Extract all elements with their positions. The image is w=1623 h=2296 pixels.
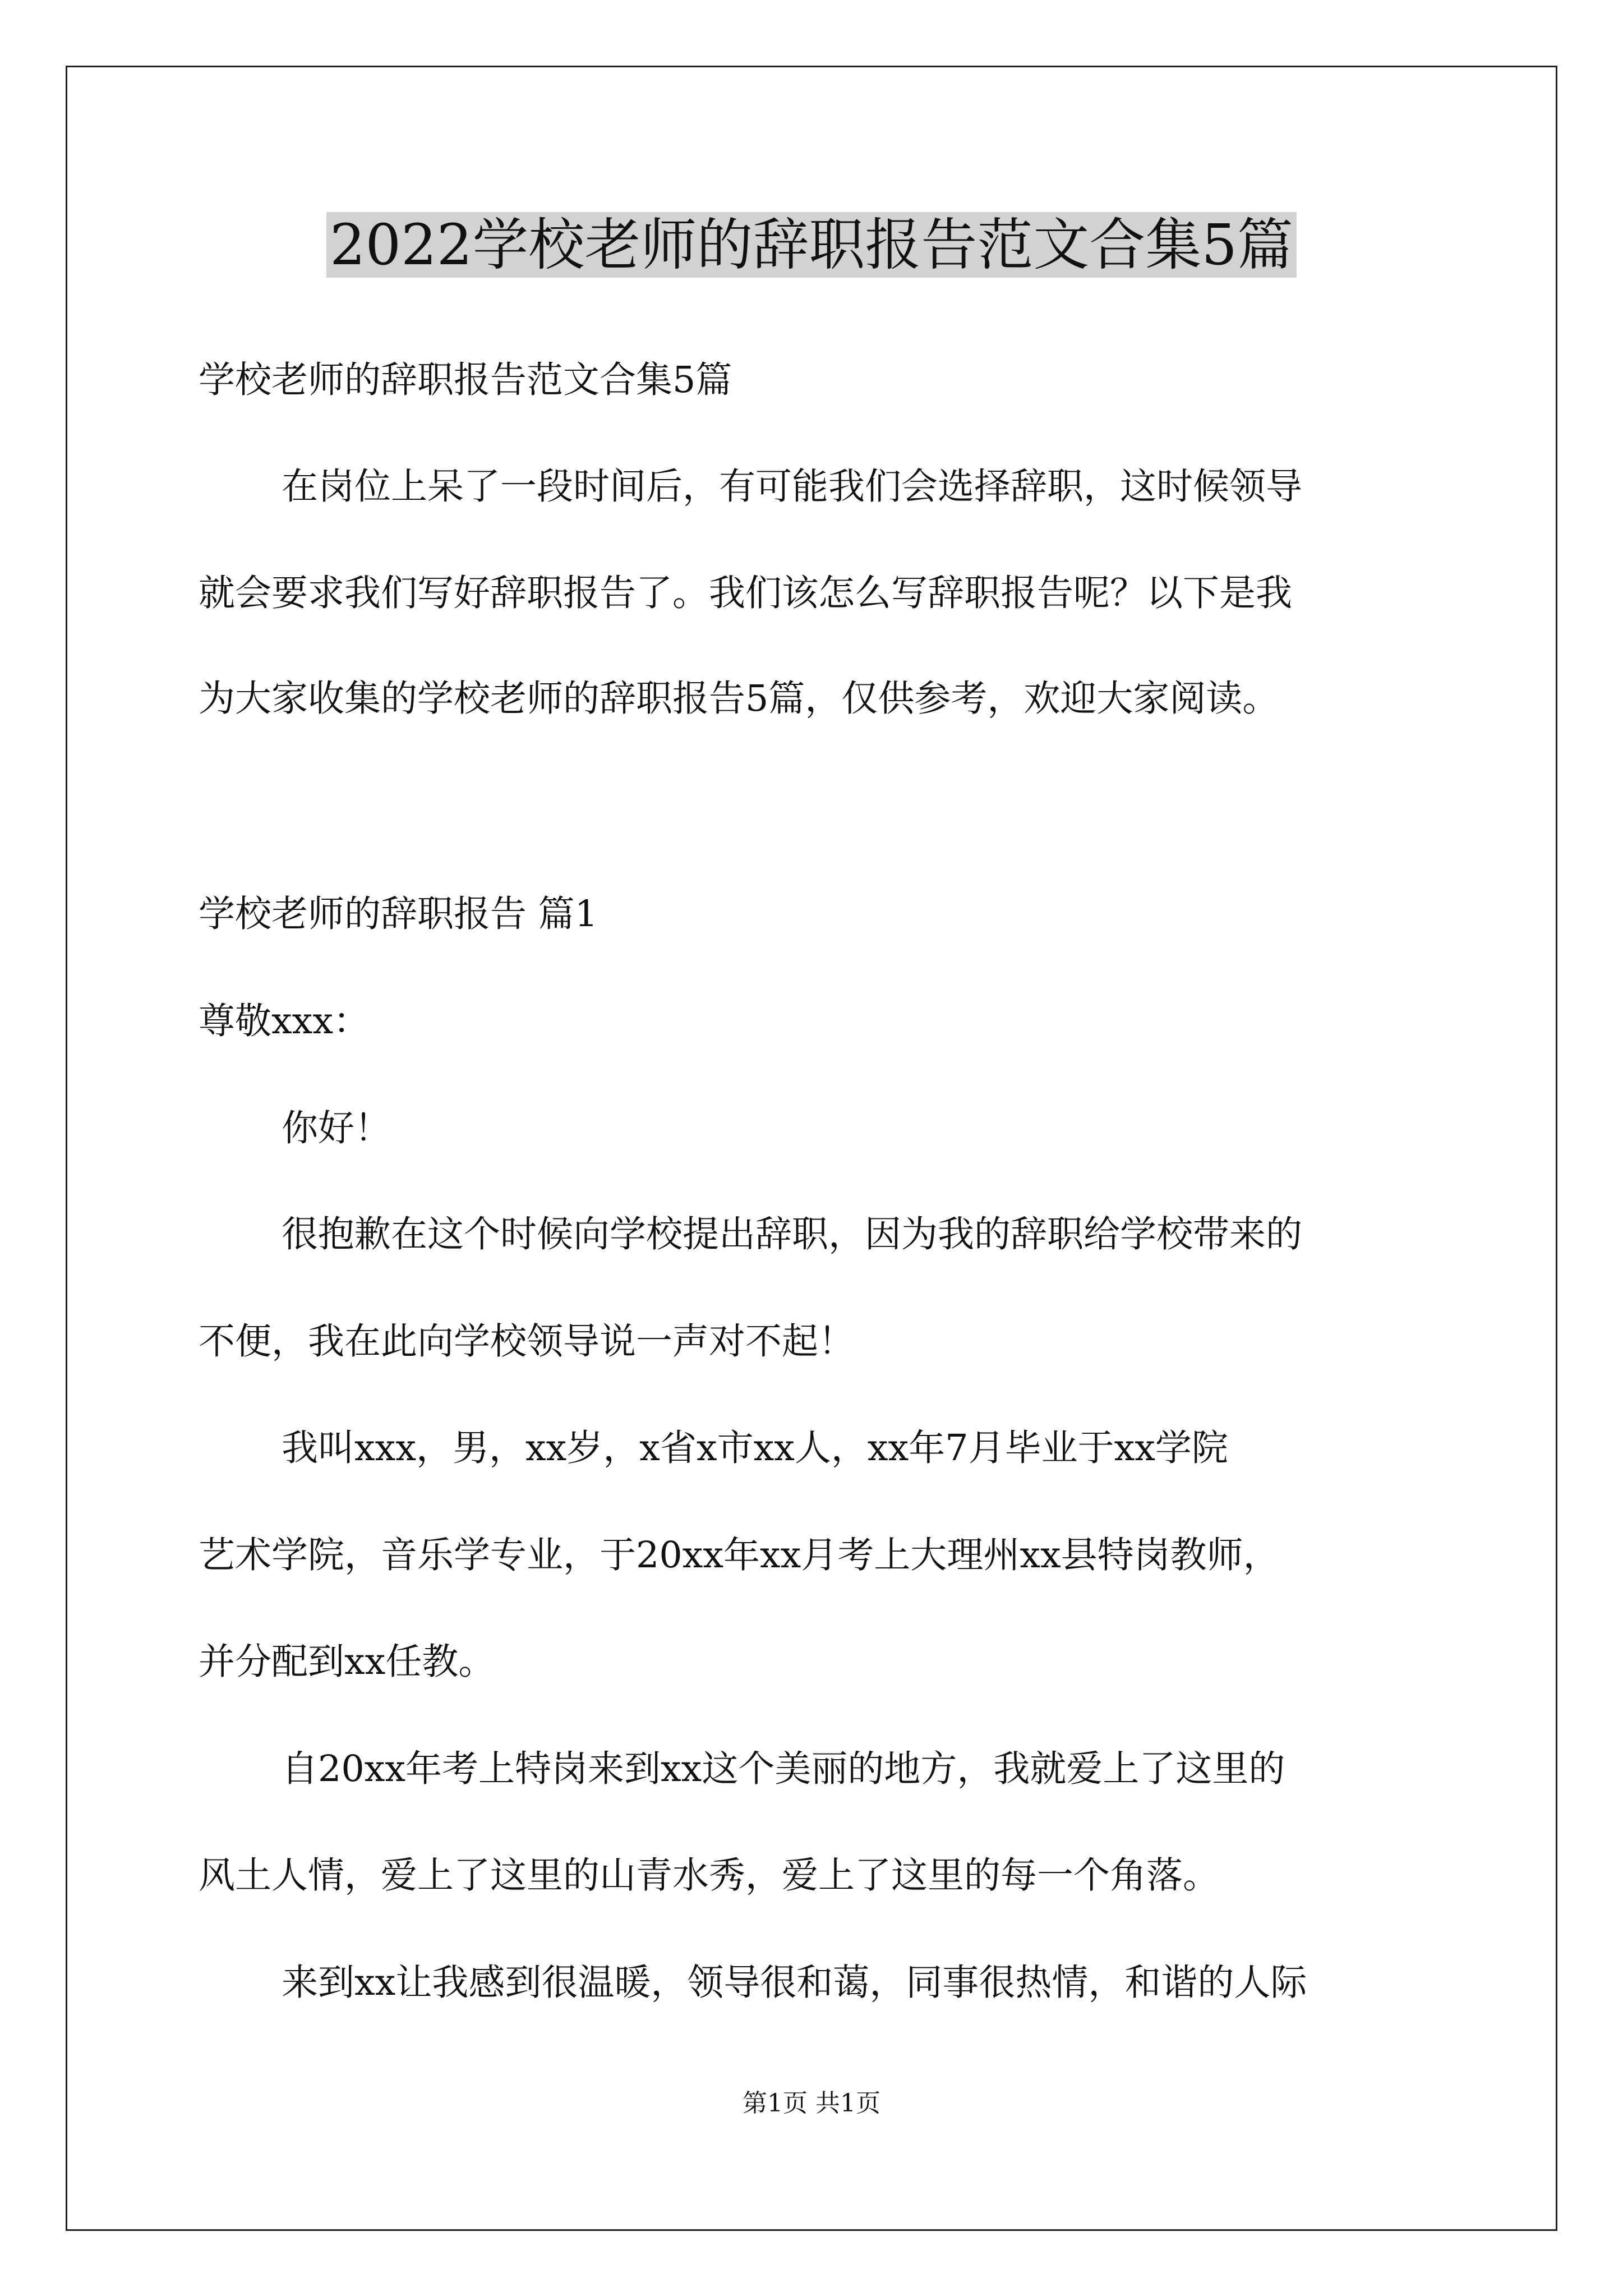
body-line: 自20xx年考上特岗来到xx这个美丽的地方，我就爱上了这里的: [282, 1748, 1285, 1790]
intro-line: 为大家收集的学校老师的辞职报告5篇，仅供参考，欢迎大家阅读。: [199, 678, 1279, 720]
body-line: 并分配到xx任教。: [199, 1641, 495, 1683]
intro-line: 在岗位上呆了一段时间后，有可能我们会选择辞职，这时候领导: [282, 466, 1303, 508]
page-number-footer: 第1页 共1页: [743, 2089, 880, 2118]
salutation: 尊敬xxx：: [199, 1000, 370, 1042]
body-line: 我叫xxx，男，xx岁，x省x市xx人，xx年7月毕业于xx学院: [282, 1427, 1228, 1469]
document-subtitle: 学校老师的辞职报告范文合集5篇: [199, 359, 732, 401]
intro-line: 就会要求我们写好辞职报告了。我们该怎么写辞职报告呢？以下是我: [199, 572, 1293, 614]
body-line: 风土人情，爱上了这里的山青水秀，爱上了这里的每一个角落。: [199, 1855, 1220, 1897]
greeting: 你好！: [282, 1107, 391, 1149]
document-title: [0, 203, 1623, 287]
body-line: 来到xx让我感到很温暖，领导很和蔼，同事很热情，和谐的人际: [282, 1962, 1307, 2004]
body-line: 很抱歉在这个时候向学校提出辞职，因为我的辞职给学校带来的: [282, 1213, 1303, 1255]
section-heading: 学校老师的辞职报告 篇1: [199, 893, 598, 935]
body-line: 艺术学院，音乐学专业，于20xx年xx月考上大理州xx县特岗教师，: [199, 1534, 1280, 1576]
body-line: 不便，我在此向学校领导说一声对不起！: [199, 1320, 855, 1363]
document-title-text: 2022学校老师的辞职报告范文合集5篇: [326, 212, 1297, 278]
